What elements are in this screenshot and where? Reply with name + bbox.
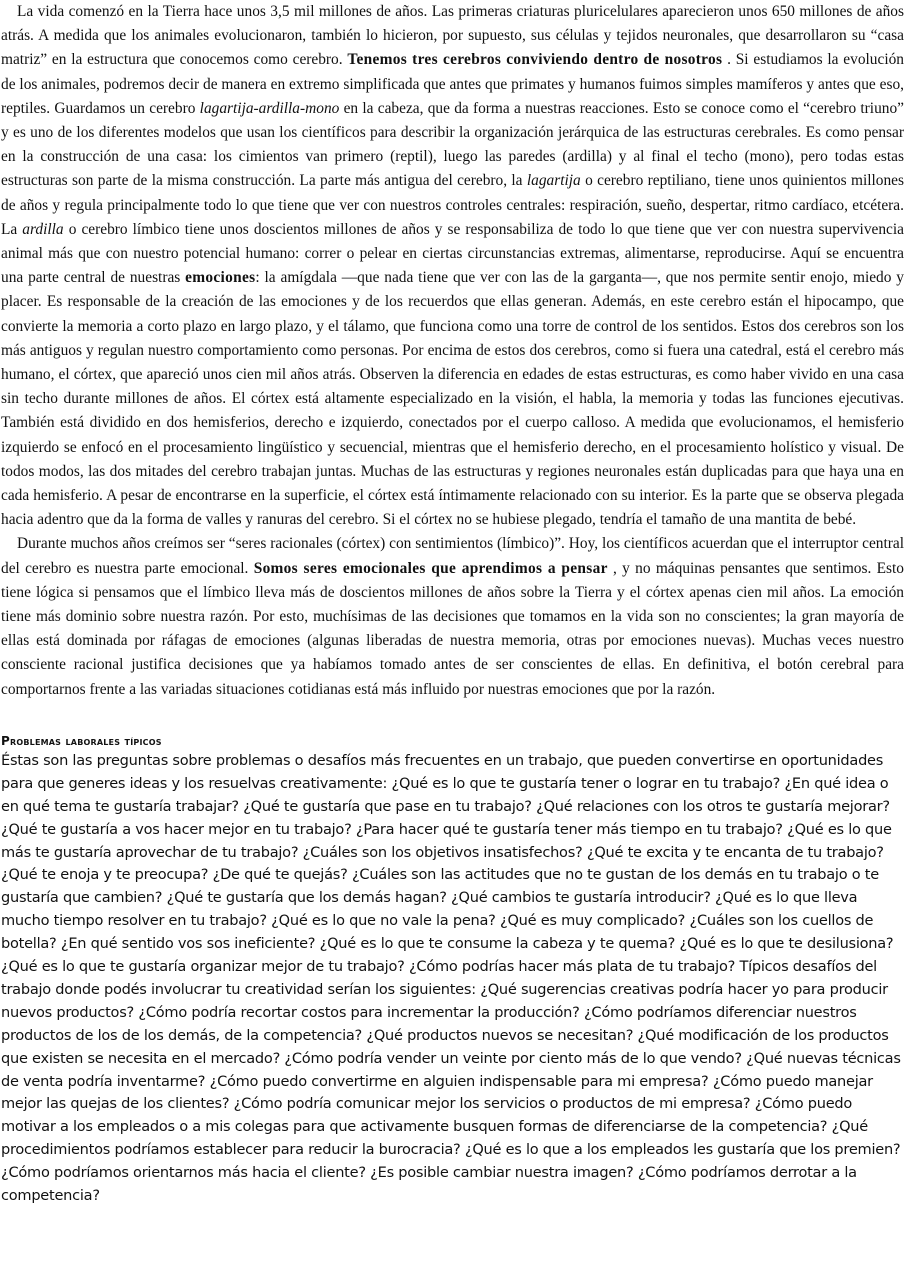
italic-lagartija-ardilla-mono: lagartija-ardilla-mono bbox=[199, 99, 340, 117]
paragraph-emotional-beings: Durante muchos años creímos ser “seres racionales (córtex) con sentimientos (límbico)”. Hoy, los científicos acuerdan que el interruptor central del cerebro es nuestra parte emocional. Somos seres emocionales que aprendimos a pensar , y no máquinas pensantes que sentimos. Esto tiene lógica si pensamos que el límbico lleva más de doscientos millones de años sobre la Tierra y el córtex apenas cien mil años. La emoción tiene más dominio sobre nuestra razón. Por esto, muchísimas de las decisiones que tomamos en la vida son no conscientes; la gran mayoría de ellas está dominada por ráfagas de emociones (algunas liberadas de nuestra memoria, otras por emociones nuevas). Muchas veces nuestro consciente racional justifica decisiones que ya habíamos tomado antes de ser conscientes de ellas. En definitiva, el botón cerebral para comportarnos frente a las variadas situaciones cotidianas está más influido por nuestras emociones que por la razón. bbox=[1, 535, 904, 698]
paragraph-brain-evolution: La vida comenzó en la Tierra hace unos 3,5 mil millones de años. Las primeras criaturas pluricelulares aparecieron unos 650 millones de años atrás. A medida que los animales evolucionaron, también lo hicieron, por supuesto, sus células y tejidos neuronales, que desarrollaron su “casa matriz” en la estructura que conocemos como cerebro. Tenemos tres cerebros conviviendo dentro de nosotros . Si estudiamos la evolución de los animales, podremos decir de manera en extremo simplificada que antes que primates y humanos fuimos simples mamíferos y antes que eso, reptiles. Guardamos un cerebro lagartija-ardilla-mono en la cabeza, que da forma a nuestras reacciones. Esto se conoce como el “cerebro triuno” y es uno de los diferentes modelos que usan los científicos para describir la organización jerárquica de las estructuras cerebrales. Es como pensar en la construcción de una casa: los cimientos van primero (reptil), luego las paredes (ardilla) y al final el techo (mono), pero todas estas estructuras son parte de la misma construcción. La parte más antigua del cerebro, la lagartija o cerebro reptiliano, tiene unos quinientos millones de años y regula principalmente todo lo que tiene que ver con nuestros controles centrales: respiración, sueño, despertar, ritmo cardíaco, etcétera. La ardilla o cerebro límbico tiene unos doscientos millones de años y se responsabiliza de todo lo que tiene que ver con nuestra supervivencia animal más que con nuestro potencial humano: correr o pelear en ciertas circunstancias extremas, alimentarse, reproducirse. Aquí se encuentra una parte central de nuestras emociones: la amígdala —que nada tiene que ver con las de la garganta—, que nos permite sentir enojo, miedo y placer. Es responsable de la creación de las emociones y de los recuerdos que ellas generan. Además, en este cerebro están el hipocampo, que convierte la memoria a corto plazo en largo plazo, y el tálamo, que funciona como una torre de control de los sentidos. Estos dos cerebros son los más antiguos y regulan nuestro comportamiento como personas. Por encima de estos dos cerebros, como si fuera una catedral, está el cerebro más humano, el córtex, que apareció unos cien mil años atrás. Observen la diferencia en edades de estas estructuras, es como haber vivido en una casa sin techo durante millones de años. El córtex está altamente especializado en la visión, el habla, la memoria y todas las funciones ejecutivas. También está dividido en dos hemisferios, derecho e izquierdo, conectados por el cuerpo calloso. A medida que evolucionamos, el hemisferio izquierdo se enfocó en el procesamiento lingüístico y secuencial, mientras que el hemisferio derecho, en el procesamiento holístico y visual. De todos modos, las dos mitades del cerebro trabajan juntas. Muchas de las estructuras y regiones neuronales están duplicadas para que haya una en cada hemisferio. A pesar de encontrarse en la superficie, el córtex está íntimamente relacionado con su interior. Es la parte que se observa plegada hacia adentro que da la forma de valles y ranuras del cerebro. Si el córtex no se hubiese plegado, tendría el tamaño de una mantita de bebé. bbox=[1, 3, 905, 529]
section-heading: Problemas laborales típicos bbox=[1, 733, 162, 748]
bold-emociones: emociones bbox=[185, 269, 256, 287]
italic-ardilla: ardilla bbox=[22, 220, 64, 238]
italic-lagartija: lagartija bbox=[526, 172, 581, 190]
bold-three-brains: Tenemos tres cerebros conviviendo dentro de nosotros bbox=[347, 51, 723, 69]
bold-emotional-beings: Somos seres emocionales que aprendimos a pensar bbox=[253, 559, 608, 577]
section-body: Éstas son las preguntas sobre problemas o desafíos más frecuentes en un trabajo, que pueden convertirse en oportunidades para que generes ideas y los resuelvas creativamente: ¿Qué es lo que te gustaría tener o lograr en tu trabajo? ¿En qué idea o en qué tema te gustaría trabajar? ¿Qué te gustaría que pase en tu trabajo? ¿Qué relaciones con los otros te gustaría mejorar? ¿Qué te gustaría a vos hacer mejor en tu trabajo? ¿Para hacer qué te gustaría tener más tiempo en tu trabajo? ¿Qué es lo que más te gustaría aprovechar de tu trabajo? ¿Cuáles son los objetivos insatisfechos? ¿Qué te excita y te encanta de tu trabajo? ¿Qué te enoja y te preocupa? ¿De qué te quejás? ¿Cuáles son las actitudes que no te gustan de los demás en tu trabajo o te gustaría que cambien? ¿Qué te gustaría que los demás hagan? ¿Qué cambios te gustaría introducir? ¿Qué es lo que lleva mucho tiempo resolver en tu trabajo? ¿Qué es lo que no vale la pena? ¿Qué es muy complicado? ¿Cuáles son los cuellos de botella? ¿En qué sentido vos sos ineficiente? ¿Qué es lo que te consume la cabeza y te quema? ¿Qué es lo que te desilusiona? ¿Qué es lo que te gustaría organizar mejor de tu trabajo? ¿Cómo podrías hacer más plata de tu trabajo? Típicos desafíos del trabajo donde podés involucrar tu creatividad serían los siguientes: ¿Qué sugerencias creativas podría hacer yo para producir nuevos productos? ¿Cómo podría recortar costos para incrementar la producción? ¿Cómo podríamos diferenciar nuestros productos de los de los demás, de la competencia? ¿Qué productos nuevos se necesitan? ¿Qué modificación de los productos que existen se necesita en el mercado? ¿Cómo podría vender un veinte por ciento más de lo que vendo? ¿Qué nuevas técnicas de venta podría inventarme? ¿Cómo puedo convertirme en alguien indispensable para mi empresa? ¿Cómo puedo manejar mejor las quejas de los clientes? ¿Cómo podría comunicar mejor los servicios o productos de mi empresa? ¿Cómo puedo motivar a los empleados o a mis colegas para que activamente busquen formas de diferenciarse de la competencia? ¿Qué procedimientos podríamos establecer para reducir la burocracia? ¿Qué es lo que a los empleados les gustaría que los premien? ¿Cómo podríamos orientarnos más hacia el cliente? ¿Es posible cambiar nuestra imagen? ¿Cómo podríamos derrotar a la competencia? bbox=[1, 751, 901, 1205]
